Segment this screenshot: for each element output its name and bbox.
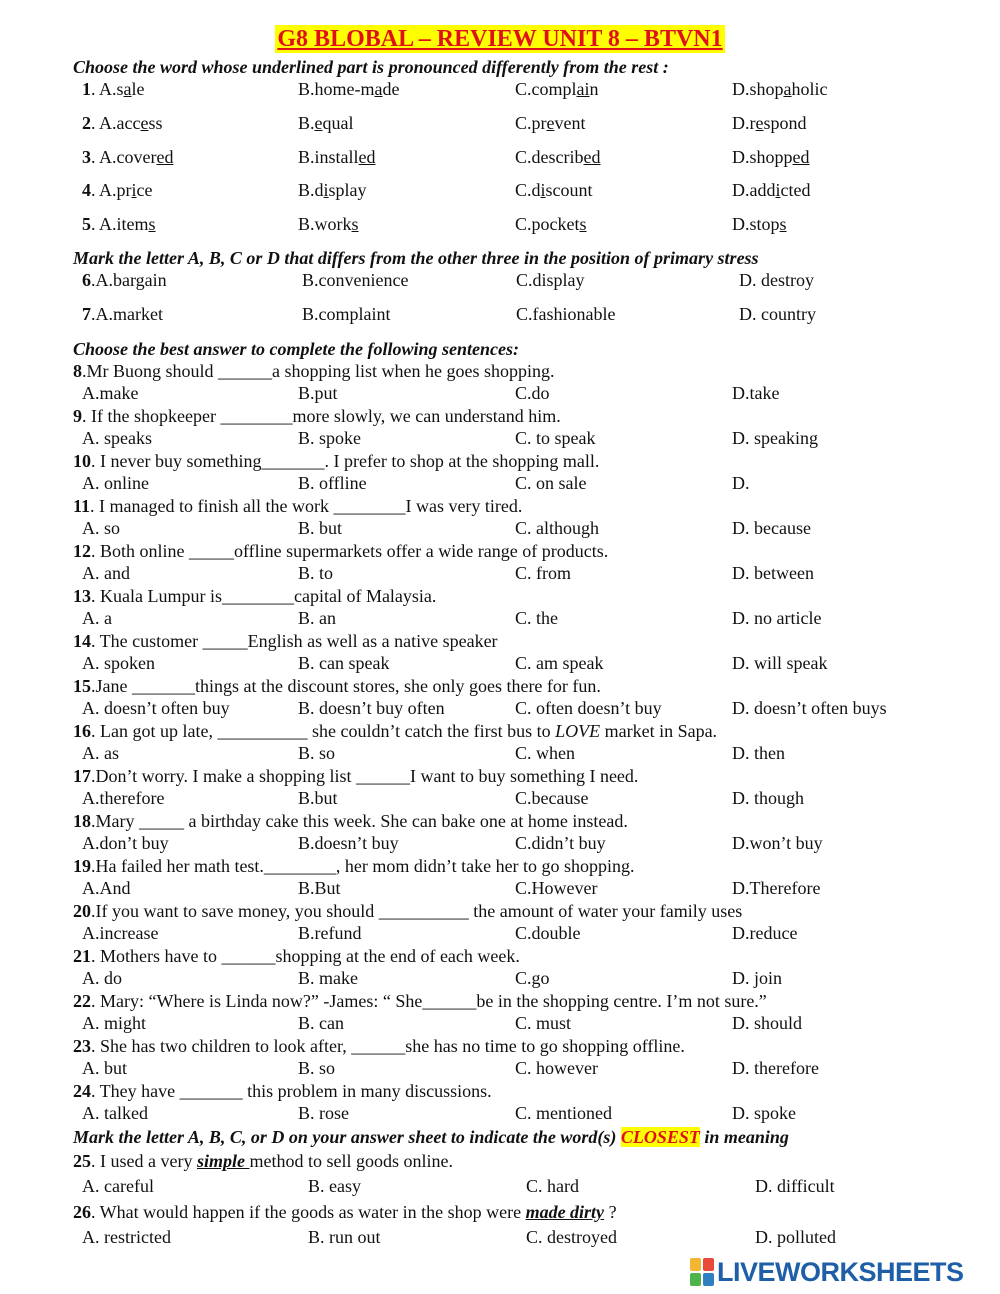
option-20-d[interactable]: D.reduce [732,923,798,943]
question-text: . She has two children to look after, ______she has no time to go shopping offline. [91,1036,685,1056]
option-23-b[interactable]: B. so [298,1058,336,1078]
option-text: scount [545,180,593,200]
option-10-b[interactable]: B. offline [298,473,367,493]
question-10-stem [73,450,599,472]
question-number: 3 [82,147,91,167]
option-14-a[interactable]: A. spoken [82,653,155,673]
logo-block [690,1258,701,1271]
question-12-stem [73,540,608,562]
option-text: B.d [298,180,324,200]
option-13-d[interactable]: D. no article [732,608,822,628]
question-text: . I never buy something_______. I prefer to shop at the shopping mall. [91,451,600,471]
option-9-c[interactable]: C. to speak [515,428,596,448]
option-21-a[interactable]: A. do [82,968,122,988]
option-text: C.fashionable [516,304,616,324]
question-text: . If the shopkeeper ________more slowly, we can understand him. [82,406,561,426]
option-8-d[interactable]: D.take [732,383,780,403]
underlined-part: a [374,79,383,99]
option-text: B.home-m [298,79,375,99]
option-1-b[interactable] [298,78,400,100]
section-heading-best-answer: Choose the best answer to complete the following sentences: [73,339,519,359]
option-10-d[interactable]: D. [732,473,750,493]
option-9-d[interactable]: D. speaking [732,428,818,448]
question-number: 2 [82,113,91,133]
option-text: le [131,79,145,99]
option-15-a[interactable]: A. doesn’t often buy [82,698,230,718]
question-25-stem [73,1150,453,1172]
option-19-b[interactable]: B.But [298,878,341,898]
option-3-b[interactable] [298,146,376,168]
question-text: method to sell goods online. [249,1151,453,1171]
option-26-d[interactable]: D. polluted [755,1227,836,1247]
option-7-b[interactable] [302,303,391,325]
option-1-c[interactable] [515,78,599,100]
option-21-b[interactable]: B. make [298,968,358,988]
option-21-d[interactable]: D. join [732,968,783,988]
question-text: market in Sapa. [600,721,718,741]
option-22-b[interactable]: B. can [298,1013,344,1033]
question-number: 7 [82,304,91,324]
option-text: .A.bargain [91,270,167,290]
question-number: 25 [73,1151,91,1171]
underlined-part: s [351,214,359,234]
option-2-d[interactable] [732,112,807,134]
option-24-a[interactable]: A. talked [82,1103,148,1123]
question-number: 5 [82,214,91,234]
option-text: spond [763,113,807,133]
option-25-d[interactable]: D. difficult [755,1176,835,1196]
option-6-a[interactable] [82,269,167,291]
option-8-a[interactable]: A.make [82,383,139,403]
option-13-b[interactable]: B. an [298,608,336,628]
option-19-d[interactable]: D.Therefore [732,878,821,898]
question-17-stem [73,765,638,787]
option-16-b[interactable]: B. so [298,743,336,763]
option-text: D.add [732,180,776,200]
underlined-part: e [140,113,149,133]
question-number: 19 [73,856,91,876]
keyword: simple [196,1151,250,1171]
question-text: . They have _______ this problem in many discussions. [91,1081,492,1101]
option-6-c[interactable] [516,269,585,291]
question-number: 13 [73,586,91,606]
option-17-c[interactable]: C.because [515,788,589,808]
option-text: vent [554,113,586,133]
option-4-c[interactable] [515,179,593,201]
option-text: B.install [298,147,359,167]
question-21-stem [73,945,520,967]
underlined-part: s [779,214,787,234]
option-10-a[interactable]: A. online [82,473,149,493]
option-14-b[interactable]: B. can speak [298,653,390,673]
option-text: . [91,79,100,99]
closest-highlight: CLOSEST [620,1127,700,1147]
option-4-b[interactable] [298,179,367,201]
option-18-d[interactable]: D.won’t buy [732,833,823,853]
option-text: A.item [99,214,149,234]
option-21-c[interactable]: C.go [515,968,550,988]
option-12-d[interactable]: D. between [732,563,814,583]
option-text: splay [328,180,367,200]
underlined-part: i [775,180,781,200]
option-26-b[interactable]: B. run out [308,1227,381,1247]
option-8-b[interactable]: B.put [298,383,338,403]
option-text: de [382,79,400,99]
option-13-c[interactable]: C. the [515,608,558,628]
question-26-stem [73,1201,617,1223]
option-19-a[interactable]: A.And [82,878,131,898]
option-22-a[interactable]: A. might [82,1013,147,1033]
option-8-c[interactable]: C.do [515,383,550,403]
option-text: D. destroy [739,270,814,290]
logo-block [703,1273,714,1286]
underlined-part: a [783,79,792,99]
option-text: D. country [739,304,816,324]
question-number: 11 [73,496,91,516]
option-14-c[interactable]: C. am speak [515,653,604,673]
option-3-a[interactable] [82,146,174,168]
option-20-b[interactable]: B.refund [298,923,362,943]
heading-text: in meaning [699,1127,789,1147]
question-text: . I managed to finish all the work ________I was very tired. [90,496,523,516]
question-14-stem [73,630,498,652]
option-3-d[interactable] [732,146,810,168]
option-3-c[interactable] [515,146,600,168]
question-text: . I used a very [91,1151,197,1171]
option-16-c[interactable]: C. when [515,743,575,763]
question-24-stem [73,1080,492,1102]
option-text: C.d [515,180,541,200]
question-number: 26 [73,1202,91,1222]
option-2-b[interactable] [298,112,354,134]
option-26-c[interactable]: C. destroyed [526,1227,617,1247]
option-25-b[interactable]: B. easy [308,1176,361,1196]
option-25-c[interactable]: C. hard [526,1176,579,1196]
option-25-a[interactable]: A. careful [82,1176,154,1196]
option-12-a[interactable]: A. and [82,563,130,583]
liveworksheets-logo[interactable] [690,1254,990,1290]
title-wrap [0,25,1000,53]
question-number: 4 [82,180,91,200]
option-text: A.pr [99,180,132,200]
option-text: D.stop [732,214,780,234]
section-heading-pronunciation: Choose the word whose underlined part is pronounced differently from the rest : [73,57,669,77]
question-text: . Kuala Lumpur is________capital of Malaysia. [91,586,437,606]
option-2-a[interactable] [82,112,163,134]
option-text: C.compl [515,79,577,99]
section-heading-closest-meaning [73,1126,789,1148]
option-7-c[interactable] [516,303,615,325]
option-4-d[interactable] [732,179,811,201]
option-text: n [589,79,599,99]
option-17-d[interactable]: D. though [732,788,804,808]
option-17-a[interactable]: A.therefore [82,788,165,808]
question-text: ? [604,1202,617,1222]
option-22-c[interactable]: C. must [515,1013,572,1033]
option-4-a[interactable] [82,179,153,201]
question-text: .Jane _______things at the discount stores, she only goes there for fun. [91,676,601,696]
option-9-a[interactable]: A. speaks [82,428,152,448]
heading-text: Mark the letter A, B, C, or D on your answer sheet to indicate the word(s) [73,1127,621,1147]
question-11-stem [73,495,522,517]
option-text: . [91,214,100,234]
option-text: B.convenience [302,270,409,290]
question-text: . Lan got up late, __________ she couldn’t catch the first bus to [91,721,556,741]
underlined-part: a [123,79,132,99]
option-11-c[interactable]: C. although [515,518,599,538]
option-text: A.cover [99,147,157,167]
option-text: D.shop [732,79,784,99]
underlined-part: e [755,113,764,133]
option-text: B.work [298,214,352,234]
worksheet-title: G8 BLOBAL – REVIEW UNIT 8 – BTVN1 [277,26,723,52]
option-7-a[interactable] [82,303,163,325]
question-text: . The customer _____English as well as a native speaker [91,631,498,651]
option-text: C.pr [515,113,547,133]
question-text: .If you want to save money, you should __________ the amount of water your family uses [91,901,743,921]
underlined-part: e [546,113,555,133]
option-10-c[interactable]: C. on sale [515,473,587,493]
question-number: 10 [73,451,91,471]
option-15-c[interactable]: C. often doesn’t buy [515,698,662,718]
question-number: 23 [73,1036,91,1056]
option-20-c[interactable]: C.double [515,923,581,943]
option-24-d[interactable]: D. spoke [732,1103,796,1123]
option-23-a[interactable]: A. but [82,1058,127,1078]
question-22-stem [73,990,767,1012]
underlined-part: ed [358,147,376,167]
option-11-a[interactable]: A. so [82,518,121,538]
underlined-part: ai [576,79,590,99]
question-number: 12 [73,541,91,561]
option-text: .A.market [91,304,163,324]
option-2-c[interactable] [515,112,586,134]
question-19-stem [73,855,635,877]
option-text: C.describ [515,147,584,167]
option-19-c[interactable]: C.However [515,878,598,898]
underlined-part: ed [792,147,810,167]
keyword: made dirty [525,1202,605,1222]
option-text: B. [298,113,315,133]
question-number: 18 [73,811,91,831]
question-number: 9 [73,406,82,426]
option-text: . [91,180,100,200]
option-text: holic [791,79,828,99]
question-number: 22 [73,991,91,1011]
option-18-a[interactable]: A.don’t buy [82,833,169,853]
question-20-stem [73,900,742,922]
option-18-b[interactable]: B.doesn’t buy [298,833,399,853]
option-15-b[interactable]: B. doesn’t buy often [298,698,445,718]
option-24-b[interactable]: B. rose [298,1103,349,1123]
option-text: qual [322,113,354,133]
option-23-c[interactable]: C. however [515,1058,598,1078]
question-18-stem [73,810,628,832]
question-text: .Don’t worry. I make a shopping list ______I want to buy something I need. [91,766,639,786]
option-17-b[interactable]: B.but [298,788,338,808]
option-text: C.display [516,270,585,290]
underlined-part: s [579,214,587,234]
option-12-b[interactable]: B. to [298,563,334,583]
liveworksheets-icon [690,1258,714,1286]
question-15-stem [73,675,601,697]
option-text: C.pocket [515,214,580,234]
option-text: D.r [732,113,756,133]
option-6-d[interactable] [739,269,814,291]
logo-block [703,1258,714,1271]
option-16-a[interactable]: A. as [82,743,119,763]
question-9-stem [73,405,561,427]
option-6-b[interactable] [302,269,408,291]
option-26-a[interactable]: A. restricted [82,1227,171,1247]
question-text: . Both online _____offline supermarkets offer a wide range of products. [91,541,609,561]
logo-block [690,1273,701,1286]
underlined-part: s [148,214,156,234]
option-text: ss [148,113,163,133]
option-7-d[interactable] [739,303,816,325]
option-1-a[interactable] [82,78,145,100]
question-text: . What would happen if the goods as water in the shop were [91,1202,526,1222]
question-13-stem [73,585,436,607]
question-text: .Mr Buong should ______a shopping list when he goes shopping. [82,361,555,381]
question-number: 6 [82,270,91,290]
option-1-d[interactable] [732,78,828,100]
question-number: 20 [73,901,91,921]
option-12-c[interactable]: C. from [515,563,571,583]
question-text: .Mary _____ a birthday cake this week. She can bake one at home instead. [91,811,628,831]
question-number: 24 [73,1081,91,1101]
option-23-d[interactable]: D. therefore [732,1058,819,1078]
option-11-d[interactable]: D. because [732,518,811,538]
option-24-c[interactable]: C. mentioned [515,1103,612,1123]
underlined-part: ed [583,147,601,167]
option-20-a[interactable]: A.increase [82,923,159,943]
option-text: cted [780,180,811,200]
question-number: 15 [73,676,91,696]
option-text: D.shopp [732,147,793,167]
option-text: A.acc [99,113,141,133]
option-15-d[interactable]: D. doesn’t often buys [732,698,887,718]
underlined-part: i [323,180,329,200]
underlined-part: e [314,113,323,133]
question-23-stem [73,1035,685,1057]
question-text: . Mary: “Where is Linda now?” -James: “ She______be in the shopping centre. I’m not sure.” [91,991,767,1011]
question-text: .Ha failed her math test.________, her mom didn’t take her to go shopping. [91,856,635,876]
option-5-b[interactable] [298,213,359,235]
underlined-part: ed [156,147,174,167]
option-text: B.complaint [302,304,391,324]
option-16-d[interactable]: D. then [732,743,785,763]
option-22-d[interactable]: D. should [732,1013,803,1033]
option-18-c[interactable]: C.didn’t buy [515,833,606,853]
question-number: 17 [73,766,91,786]
question-8-stem [73,360,555,382]
option-13-a[interactable]: A. a [82,608,112,628]
section-heading-stress: Mark the letter A, B, C or D that differs from the other three in the position of primary stress [73,248,759,268]
question-number: 8 [73,361,82,381]
option-text: . [91,147,100,167]
option-14-d[interactable]: D. will speak [732,653,828,673]
option-text: A.s [99,79,124,99]
liveworksheets-logo-text: LIVEWORKSHEETS [717,1257,964,1287]
question-number: 16 [73,721,91,741]
option-9-b[interactable]: B. spoke [298,428,361,448]
option-text: . [91,113,100,133]
option-11-b[interactable]: B. but [298,518,343,538]
option-5-d[interactable] [732,213,787,235]
question-text: . Mothers have to ______shopping at the end of each week. [91,946,520,966]
option-5-c[interactable] [515,213,587,235]
question-text-italic: LOVE [555,721,601,741]
option-text: ce [136,180,153,200]
underlined-part: i [131,180,137,200]
option-5-a[interactable] [82,213,156,235]
question-number: 1 [82,79,91,99]
underlined-part: i [540,180,546,200]
question-number: 21 [73,946,91,966]
question-16-stem [73,720,717,742]
question-number: 14 [73,631,91,651]
